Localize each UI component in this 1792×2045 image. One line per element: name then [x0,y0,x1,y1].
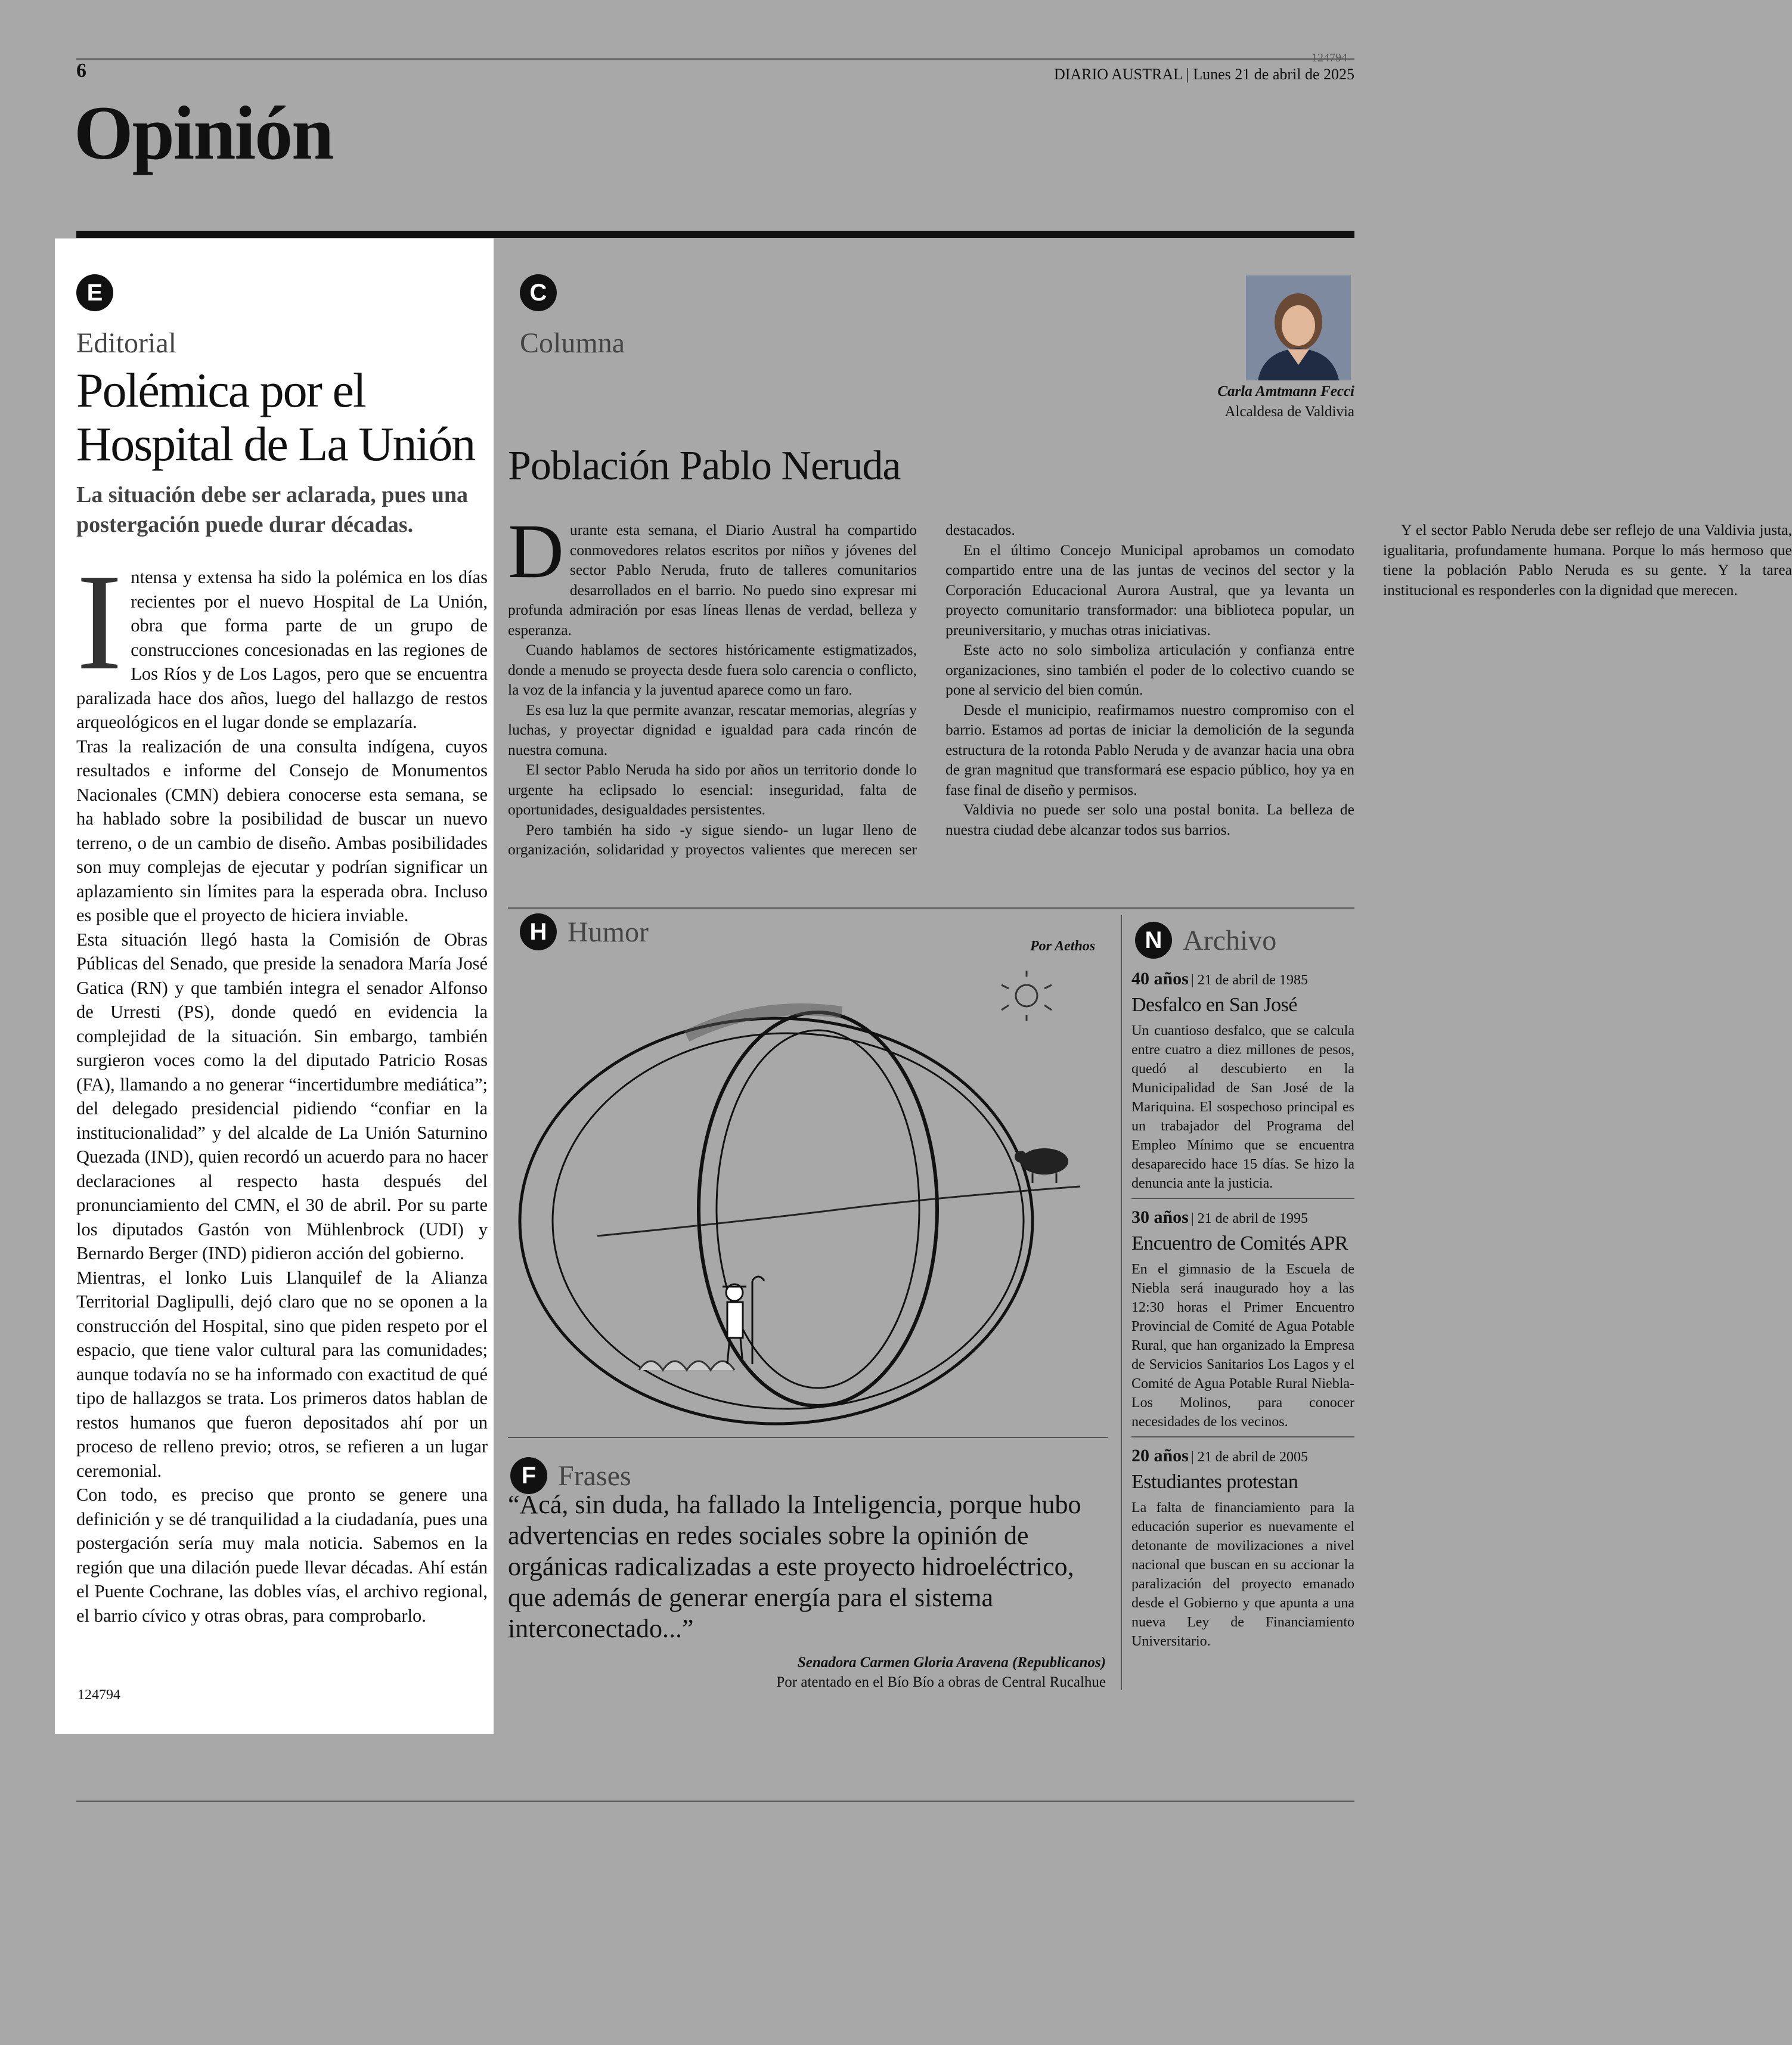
author-avatar [1246,275,1351,380]
editorial-headline-line2: Hospital de La Unión [76,417,475,471]
column-body [508,509,1792,878]
archivo-date: | 21 de abril de 1985 [1190,972,1308,988]
section-title: Opinión [74,91,333,175]
shepherd-icon [723,1276,764,1364]
author-role: Alcaldesa de Valdivia [1224,404,1354,420]
humor-cartoon [508,911,1108,1436]
archivo-kicker: Archivo [1183,925,1277,956]
archivo-separator [1121,915,1122,1690]
frases-author: Senadora Carmen Gloria Aravena (Republicanos) [797,1654,1106,1671]
archivo-title: Estudiantes protestan [1131,1471,1298,1493]
section-rule [76,231,1354,238]
editorial-paragraph: Mientras, el lonko Luis Llanquilef de la Alianza Territorial Daglipulli, dejó claro que no se oponen a la construcción del Hospital, sino que piden respeto por el espacio, que tiene valor cultural para las comunidades; aunque todavía no se ha informado con exactitud de qué tipo de hallazgos se trata. Los primeros datos hablan de restos humanos que fueron depositados ahí por un proceso de relleno previo; otros, se refieren a un lugar ceremonial. [76,1267,488,1481]
column-paragraph: Este acto no solo simboliza articulación y confianza entre organizaciones, sino también el poder de lo colectivo cuando se pone al servicio del bien común. [945,641,1354,698]
column-kicker: Columna [520,327,625,359]
humor-bottom-rule [508,1437,1108,1438]
page-number: 6 [76,60,86,82]
humor-kicker: Humor [568,916,649,948]
editorial-headline [76,364,494,471]
archivo-text: La falta de financiamiento para la educación superior es nuevamente el detonante de movilizaciones a nivel nacional que buscan en su accionar la paralización del proyecto emanado desde el Gobierno y que apunta a una nueva Ley de Financiamiento Universitario. [1131,1500,1354,1649]
column-paragraph: En el último Concejo Municipal aprobamos un comodato compartido entre una de las juntas de vecinos del sector y la Corporación Educacional Aurora Austral, que ya levanta un proyecto comunitario transformador: una biblioteca popular, un preuniversitario, y muchas otras iniciativas. [945,541,1354,639]
column-bottom-rule [508,907,1354,909]
archivo-item [1131,969,1354,1199]
cartoon-credit: Por Aethos [1030,938,1096,954]
column-paragraph: Valdivia no puede ser solo una postal bonita. La belleza de nuestra ciudad debe alcanzar todos sus barrios. [945,801,1354,838]
column-paragraph: Durante esta semana, el Diario Austral ha compartido conmovedores relatos escritos por niños y jóvenes del sector Pablo Neruda, fruto de talleres comunitarios desarrollados en el barrio. No puedo sino expresar mi profunda admiración por esas líneas llenas de verdad, belleza y esperanza. [508,509,917,639]
editorial-body [76,546,488,1628]
top-rule [76,58,1354,60]
archivo-item [1131,1446,1354,1656]
editorial-subtitle: La situación debe ser aclarada, pues una postergación puede durar décadas. [76,482,468,537]
editorial-headline-line1: Polémica por el [76,363,365,417]
archivo-years: 30 años [1131,1207,1189,1227]
bottom-rule [76,1801,1354,1802]
archivo-text: En el gimnasio de la Escuela de Niebla será inaugurado hoy a las 12:30 horas el Primer Encuentro Provincial de Comité de Agua Potable Rural, que han organizado la Empresa de Servicios Sanitarios Los Lagos y el Comité de Agua Potable Rural Niebla-Los Molinos, para conocer necesidades de los vecinos. [1131,1262,1354,1430]
column-paragraph: Y el sector Pablo Neruda debe ser reflejo de una Valdivia justa, igualitaria, profundamente humana. Porque lo más hermoso que tiene la población Pablo Neruda es su gente. Y la tarea institucional es responderles con la dignidad que merecen. [1383,521,1792,599]
archivo-date: | 21 de abril de 2005 [1190,1449,1308,1465]
frases-badge: F [510,1457,547,1494]
frases-context: Por atentado en el Bío Bío a obras de Central Rucalhue [776,1674,1106,1690]
editorial-footer-id: 124794 [77,1687,120,1703]
header-id: 124794 [1312,51,1347,64]
humor-badge: H [520,913,557,950]
archivo-list [1131,969,1354,1664]
column-headline: Población Pablo Neruda [508,443,901,489]
editorial-paragraph: Intensa y extensa ha sido la polémica en los días recientes por el nuevo Hospital de La Unión, obra que forma parte de un grupo de construcciones concesionadas en las regiones de Los Ríos y de Los Lagos, pero que se encuentra paralizada hace dos años, luego del hallazgo de restos arqueológicos en el lugar donde se emplazaría. [76,546,488,732]
editorial-kicker: Editorial [76,327,176,359]
editorial-dropcap: I [76,546,123,699]
frases-kicker: Frases [558,1460,631,1492]
archivo-years: 20 años [1131,1446,1189,1465]
column-paragraph: Desde el municipio, reafirmamos nuestro compromiso con el barrio. Estamos ad portas de iniciar la demolición de la segunda estructura de la rotonda Pablo Neruda y de avanzar hacia una obra de gran magnitud que transformará ese espacio público, hoy ya en fase final de diseño y permisos. [945,701,1354,798]
archivo-date: | 21 de abril de 1995 [1190,1211,1308,1226]
frases-attribution [776,1653,1106,1692]
frases-quote: “Acá, sin duda, ha fallado la Inteligencia, porque hubo advertencias en redes sociales sobre la opinión de orgánicas radicalizadas a este proyecto hidroeléctrico, que además de generar energía para el sistema interconectado...” [508,1490,1081,1643]
editorial-paragraph: Esta situación llegó hasta la Comisión de Obras Públicas del Senado, que preside la senadora María José Gatica (RN) y que también integra el senador Alfonso de Urresti (PS), donde quedó en evidencia la complejidad de la situación. Sin embargo, también surgieron voces como la del diputado Patricio Rosas (FA), llamando a no generar “incertidumbre mediática”; del delegado presidencial pidiendo “confiar en la institucionalidad” y del alcalde de La Unión Saturnino Quezada (IND), quien recordó un acuerdo para no hacer declaraciones al respecto hasta después del pronunciamiento del CMN, el 30 de abril. Por su parte los diputados Gastón von Mühlenbrock (UDI) y Bernardo Berger (IND) pidieron acción del gobierno. [76,929,488,1263]
archivo-badge: N [1135,922,1172,959]
column-paragraph: Cuando hablamos de sectores históricamente estigmatizados, donde a menudo se proyecta desde fuera solo carencia o conflicto, la voz de la infancia y la juventud aparece como un faro. [508,641,917,698]
archivo-title: Encuentro de Comités APR [1131,1232,1348,1254]
column-badge: C [520,274,557,311]
editorial-badge: E [76,274,113,311]
archivo-title: Desfalco en San José [1131,994,1297,1016]
column-paragraph: Es esa luz la que permite avanzar, rescatar memorias, alegrías y luchas, y proyectar dignidad e igualdad para cada rincón de nuestra comuna. [508,701,917,758]
archivo-years: 40 años [1131,969,1189,989]
sun-icon [1002,971,1052,1021]
column-dropcap: D [508,509,564,594]
author-portrait-icon [1246,275,1351,380]
author-byline [1217,382,1354,422]
archivo-item [1131,1207,1354,1437]
author-name: Carla Amtmann Fecci [1217,383,1354,399]
publication-name: DIARIO AUSTRAL [1054,66,1183,83]
masthead: DIARIO AUSTRAL | Lunes 21 de abril de 2025 [1054,66,1354,83]
archivo-text: Un cuantioso desfalco, que se calcula entre cuatro a diez millones de pesos, quedó al descubierto en la Municipalidad de San José de la Mariquina. El sospechoso principal es un trabajador del Programa del Empleo Mínimo que se encuentra desaparecido hace 15 días. Se hizo la denuncia ante la justicia. [1131,1023,1354,1191]
issue-date: Lunes 21 de abril de 2025 [1193,66,1354,83]
editorial-paragraph: Con todo, es preciso que pronto se genere una definición y se dé tranquilidad a la ciudadanía, pues una postergación sería muy mala noticia. Sabemos en la región que una dilación puede llevar décadas. Ahí están el Puente Cochrane, las dobles vías, el archivo regional, el barrio cívico y otras obras, para comprobarlo. [76,1485,488,1626]
sheep-icon [1015,1148,1068,1183]
column-paragraph: Pero también ha sido -y sigue siendo- un lugar lleno de organización, solidaridad y proyectos valientes que merecen ser destacados. [508,521,1015,858]
column-paragraph: El sector Pablo Neruda ha sido por años un territorio donde lo urgente ha eclipsado lo esencial: inseguridad, falta de oportunidades, desigualdades persistentes. [508,761,917,818]
editorial-paragraph: Tras la realización de una consulta indígena, cuyos resultados e informe del Consejo de Monumentos Nacionales (CMN) debiera conocerse esta semana, se ha hablado sobre la posibilidad de buscar un nuevo terreno, o de un cambio de diseño. Ambas posibilidades son muy complejas de ejecutar y podrían significar un aplazamiento sin límites para la esperada obra. Incluso es posible que el proyecto de hiciera inviable. [76,736,488,925]
cartoon-wheel-icon [508,911,1108,1436]
